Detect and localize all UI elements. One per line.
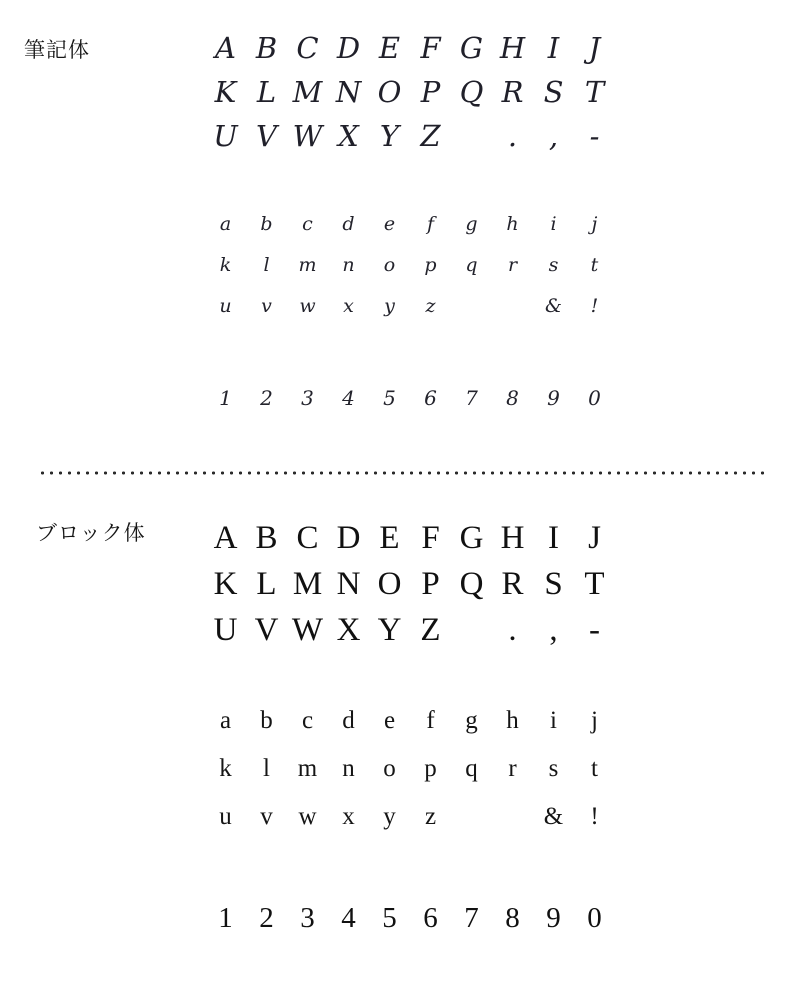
glyph-cell: J — [588, 31, 601, 65]
glyph-cell: g — [465, 707, 478, 734]
glyph-cell: u — [219, 803, 232, 830]
glyph-cell: F — [421, 520, 440, 556]
glyph-cell: 4 — [342, 386, 355, 410]
glyph-cell: m — [297, 755, 318, 782]
glyph-cell: l — [263, 254, 270, 276]
glyph-cell: ! — [590, 803, 599, 830]
glyph-row — [205, 114, 625, 158]
row-spacer — [205, 158, 625, 204]
glyph-cell: u — [219, 295, 232, 317]
glyph-cell: 5 — [383, 386, 396, 410]
glyph-cell: A — [215, 31, 236, 65]
glyph-cell: H — [500, 520, 525, 556]
glyph-row — [205, 901, 625, 935]
glyph-cell: i — [550, 707, 557, 734]
glyph-cell: O — [377, 75, 402, 109]
glyph-cell: c — [302, 213, 313, 235]
glyph-cell — [451, 793, 492, 841]
glyph-cell: j — [591, 707, 598, 734]
glyph-cell: 2 — [259, 902, 274, 934]
glyph-cell: 9 — [546, 902, 561, 934]
glyph-cell: p — [424, 254, 437, 276]
glyph-cell: a — [219, 213, 232, 235]
glyph-row — [205, 515, 625, 561]
glyph-cell: v — [260, 803, 273, 830]
glyph-cell: H — [499, 31, 526, 65]
glyph-cell: w — [298, 803, 317, 830]
glyph-cell: & — [543, 803, 564, 830]
glyph-cell: x — [342, 803, 355, 830]
glyph-cell: a — [219, 707, 232, 734]
glyph-cell: Y — [379, 119, 400, 153]
glyph-cell: . — [508, 612, 517, 648]
glyph-cell: t — [591, 755, 598, 782]
glyph-cell: 8 — [506, 386, 519, 410]
glyph-cell: R — [501, 566, 524, 602]
glyph-cell: y — [383, 803, 396, 830]
glyph-cell: g — [465, 213, 478, 235]
glyph-cell: F — [420, 31, 441, 65]
glyph-cell: M — [292, 566, 323, 602]
glyph-cell: - — [589, 119, 600, 153]
glyph-cell — [492, 286, 533, 327]
glyph-cell: h — [506, 707, 519, 734]
glyph-cell: k — [219, 755, 232, 782]
glyph-cell: B — [255, 520, 278, 556]
glyph-cell: C — [296, 520, 319, 556]
glyph-cell: P — [421, 566, 440, 602]
glyph-cell: N — [335, 75, 362, 109]
glyph-row — [205, 607, 625, 653]
glyph-cell: B — [255, 31, 278, 65]
glyph-cell: E — [379, 520, 400, 556]
glyph-cell: V — [256, 119, 277, 153]
glyph-cell: j — [591, 213, 598, 235]
glyph-cell: W — [291, 612, 324, 648]
glyph-cell: M — [292, 75, 323, 109]
script-style-label: 筆記体 — [24, 38, 90, 62]
glyph-cell: 7 — [464, 902, 479, 934]
glyph-cell: G — [459, 31, 484, 65]
glyph-cell: Z — [420, 612, 441, 648]
glyph-cell: X — [338, 119, 359, 153]
dotted-divider — [38, 470, 764, 476]
glyph-cell: 6 — [424, 386, 437, 410]
glyph-cell: - — [589, 612, 600, 648]
glyph-cell — [451, 607, 492, 653]
glyph-cell: m — [298, 254, 317, 276]
glyph-cell: r — [507, 254, 518, 276]
block-glyph-area — [205, 515, 625, 935]
glyph-cell: c — [301, 707, 314, 734]
block-style-label: ブロック体 — [36, 521, 146, 545]
glyph-cell: p — [424, 755, 437, 782]
glyph-row — [205, 245, 625, 286]
glyph-cell: s — [548, 254, 559, 276]
glyph-cell: J — [588, 520, 601, 556]
glyph-cell: b — [260, 213, 273, 235]
glyph-cell: f — [426, 213, 435, 235]
glyph-cell: , — [549, 612, 558, 648]
glyph-cell: L — [256, 75, 277, 109]
row-spacer — [205, 327, 625, 383]
glyph-cell: ! — [590, 295, 599, 317]
glyph-cell: q — [465, 755, 478, 782]
row-spacer — [205, 653, 625, 697]
glyph-cell: T — [584, 566, 605, 602]
glyph-cell: v — [261, 295, 272, 317]
glyph-cell: S — [544, 566, 563, 602]
row-spacer — [205, 841, 625, 901]
glyph-cell — [451, 286, 492, 327]
glyph-cell: s — [548, 755, 559, 782]
glyph-cell: I — [547, 31, 560, 65]
glyph-cell: R — [501, 75, 524, 109]
glyph-cell: A — [213, 520, 238, 556]
glyph-cell: Y — [377, 612, 402, 648]
glyph-cell: 4 — [341, 902, 356, 934]
glyph-cell: & — [545, 295, 562, 317]
glyph-cell: f — [426, 707, 435, 734]
glyph-cell: V — [254, 612, 279, 648]
glyph-cell: 7 — [465, 386, 478, 410]
glyph-cell: D — [336, 520, 361, 556]
glyph-cell: Z — [420, 119, 441, 153]
glyph-cell: 1 — [219, 386, 232, 410]
glyph-cell: L — [256, 566, 277, 602]
glyph-cell: 3 — [301, 386, 314, 410]
glyph-cell: 8 — [505, 902, 520, 934]
glyph-cell: 3 — [300, 902, 315, 934]
glyph-cell: d — [342, 213, 355, 235]
glyph-cell: q — [465, 254, 478, 276]
glyph-cell: I — [548, 520, 559, 556]
glyph-cell: z — [424, 803, 437, 830]
glyph-cell: T — [584, 75, 605, 109]
glyph-cell: 9 — [547, 386, 560, 410]
glyph-cell: n — [342, 254, 355, 276]
glyph-cell: b — [260, 707, 273, 734]
glyph-cell — [492, 793, 533, 841]
glyph-cell: 6 — [423, 902, 438, 934]
glyph-cell: h — [506, 213, 519, 235]
glyph-row — [205, 204, 625, 245]
glyph-cell: K — [213, 566, 238, 602]
glyph-cell: E — [378, 31, 401, 65]
glyph-cell: . — [507, 119, 518, 153]
glyph-cell: P — [420, 75, 441, 109]
glyph-cell: D — [336, 31, 361, 65]
glyph-cell: W — [292, 119, 323, 153]
script-glyph-area — [205, 26, 625, 413]
glyph-cell: y — [384, 295, 395, 317]
glyph-cell: Q — [459, 566, 484, 602]
glyph-cell: C — [296, 31, 319, 65]
glyph-cell: z — [425, 295, 436, 317]
glyph-cell: r — [508, 755, 517, 782]
glyph-cell: k — [219, 254, 232, 276]
glyph-cell: n — [342, 755, 355, 782]
glyph-cell: d — [342, 707, 355, 734]
glyph-cell: 0 — [588, 386, 601, 410]
glyph-cell: e — [383, 213, 396, 235]
glyph-cell: Q — [459, 75, 484, 109]
glyph-cell: , — [548, 119, 559, 153]
glyph-row — [205, 286, 625, 327]
glyph-cell: O — [377, 566, 402, 602]
glyph-row — [205, 383, 625, 413]
glyph-row — [205, 561, 625, 607]
glyph-cell: w — [299, 295, 316, 317]
glyph-cell: i — [550, 213, 557, 235]
glyph-row — [205, 70, 625, 114]
glyph-cell: e — [383, 707, 396, 734]
glyph-cell: U — [213, 612, 238, 648]
glyph-cell: o — [383, 254, 396, 276]
glyph-cell: o — [383, 755, 396, 782]
glyph-cell: U — [213, 119, 238, 153]
glyph-cell: S — [543, 75, 564, 109]
glyph-cell: N — [336, 566, 361, 602]
glyph-cell: 2 — [260, 386, 273, 410]
glyph-cell: t — [590, 254, 599, 276]
glyph-row — [205, 745, 625, 793]
glyph-cell: K — [214, 75, 237, 109]
glyph-cell: 0 — [587, 902, 602, 934]
glyph-cell: 1 — [218, 902, 233, 934]
glyph-cell: G — [459, 520, 484, 556]
glyph-row — [205, 697, 625, 745]
glyph-row — [205, 793, 625, 841]
glyph-cell: l — [263, 755, 270, 782]
glyph-cell — [451, 114, 492, 158]
glyph-row — [205, 26, 625, 70]
glyph-cell: x — [343, 295, 354, 317]
glyph-cell: X — [336, 612, 361, 648]
glyph-cell: 5 — [382, 902, 397, 934]
